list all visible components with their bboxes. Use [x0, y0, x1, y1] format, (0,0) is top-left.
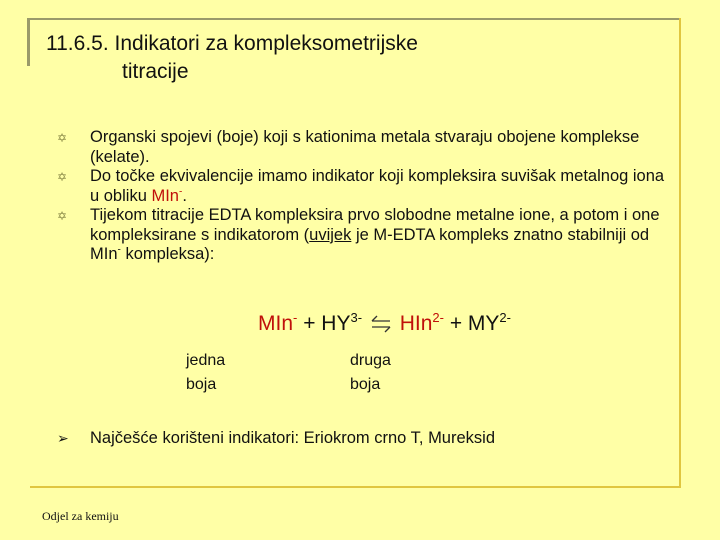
indicators-item	[57, 428, 677, 448]
footer-text: Odjel za kemiju	[42, 509, 119, 523]
bullet-item-1	[57, 128, 667, 167]
frame-top-line	[27, 18, 679, 20]
bullet-text-3c: kompleksa):	[120, 245, 215, 263]
star-of-david-icon: ✡	[57, 170, 68, 184]
bullet-text-3b: je M-EDTA kompleks znatno stabilniji od MIn	[90, 225, 650, 263]
eq-plus-2: +	[443, 312, 468, 335]
eq-plus-1: +	[297, 312, 322, 335]
first-color-label: jedna boja	[186, 352, 226, 393]
bullet-item-3	[57, 206, 667, 265]
title-line-2: titracije	[122, 60, 189, 83]
frame-left-line	[27, 18, 30, 66]
bullet-text-1: Organski spojevi (boje) koji s kationima metala stvaraju obojene kompleksе (kelate).	[90, 128, 640, 166]
reaction-equation	[258, 310, 511, 338]
frame-right-line	[679, 18, 681, 488]
frame-bottom-line	[30, 486, 681, 488]
second-color-label: druga boja	[350, 352, 391, 393]
bullet-list	[57, 128, 667, 265]
slide-title	[46, 30, 646, 86]
min-highlight: MIn-	[151, 186, 183, 205]
underlined-word: uvijek	[309, 225, 352, 244]
bullet-item-2	[57, 167, 667, 206]
star-of-david-icon: ✡	[57, 131, 68, 145]
title-line-1: 11.6.5. Indikatori za kompleksometrijske	[46, 32, 418, 55]
arrowhead-bullet-icon: ➢	[57, 430, 69, 446]
eq-my: $MY^{2-}$	[467, 310, 511, 335]
bullet-text-2a: Do točke ekvivalencije imamo indikator koji kompleksira suvišak metalnog iona u obliku	[90, 167, 665, 205]
eq-hy: $HY^{3-}$	[321, 310, 363, 335]
equilibrium-arrow-icon	[370, 313, 392, 335]
bullet-text-3-sup: -	[117, 244, 121, 256]
star-of-david-icon: ✡	[57, 209, 68, 223]
eq-min: MIn-	[258, 310, 298, 335]
bullet-text-2b: .	[182, 186, 187, 205]
bullet-text-3a: Tijekom titracije EDTA kompleksira prvo slobodne metalne ione, a potom i one kompleksirane s indikatorom (	[90, 206, 660, 244]
eq-hin: HIn$^{2-}$	[399, 310, 444, 335]
indicators-text: Najčešće korišteni indikatori: Eriokrom crno T, Mureksid	[90, 429, 495, 447]
